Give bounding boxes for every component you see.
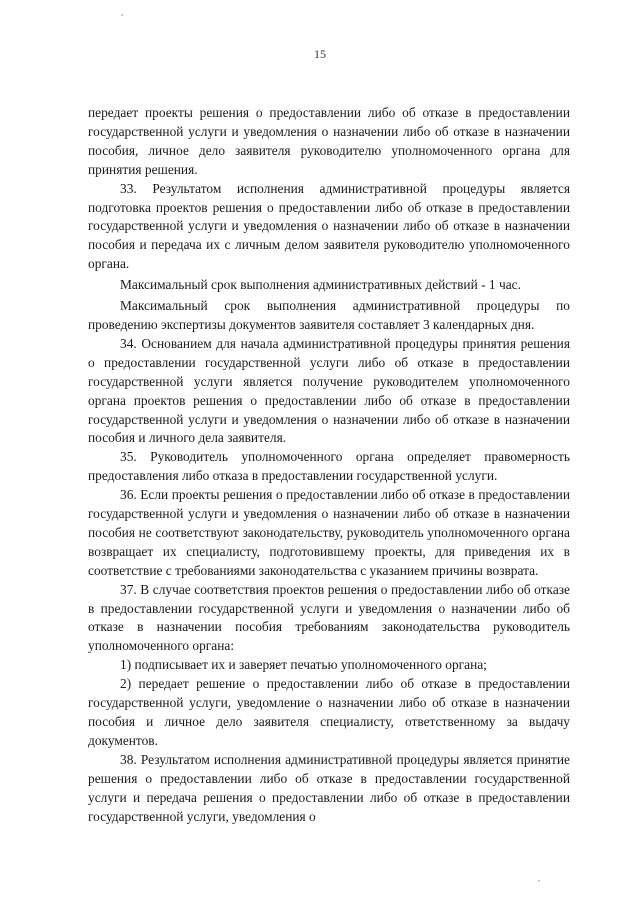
paragraph-33: 33. Результатом исполнения административной процедуры является подготовка проектов решения о предоставлении либо об отказе в предоставлении государственной услуги и уведомления о назначении либо об отказе в назначении пособия и передача их с личным делом заявителя руководителю уполномоченного органа. — [88, 180, 570, 272]
document-body — [88, 104, 570, 826]
paragraph-38: 38. Результатом исполнения административной процедуры является принятие решения о предоставлении либо об отказе в предоставлении государственной услуги и передача решения о предоставлении либо об отказе в предоставлении государственной услуги, уведомления о — [88, 751, 570, 824]
paragraph-max-time: Максимальный срок выполнения административных действий - 1 час. — [120, 277, 521, 293]
paragraph-36: 36. Если проекты решения о предоставлении либо об отказе в предоставлении государственной услуги и уведомления о назначении либо об отказе в назначении пособия не соответствуют законодательству, руководитель уполномоченного органа возвращает их специалисту, подготовившему проекты, для приведения их в соответствие с требованиями законодательства с указанием причины возврата. — [88, 487, 570, 578]
paragraph-37: 37. В случае соответствия проектов решения о предоставлении либо об отказе в предоставлении государственной услуги и уведомления о назначении либо об отказе в назначении пособия требованиям законодательства руководитель уполномоченного органа: — [88, 581, 570, 654]
scan-speck — [538, 880, 540, 882]
list-item-2: 2) передает решение о предоставлении либо об отказе в предоставлении государственной услуги, уведомление о назначении либо об отказе в назначении пособия и личное дело заявителя специалисту, ответственному за выдачу документов. — [88, 676, 570, 748]
paragraph-max-time-expertise: Максимальный срок выполнения административной процедуры по проведению экспертизы документов заявителя составляет 3 календарных дня. — [88, 298, 570, 332]
scan-speck — [121, 14, 123, 16]
paragraph-continuation: передает проекты решения о предоставлении либо об отказе в предоставлении государственной услуги и уведомления о назначении либо об отказе в назначении пособия, личное дело заявителя руководителю уполномоченного органа для принятия решения. — [88, 105, 570, 177]
paragraph-35: 35. Руководитель уполномоченного органа определяет правомерность предоставления либо отказа в предоставлении государственной услуги. — [88, 449, 570, 484]
paragraph-34: 34. Основанием для начала административной процедуры принятия решения о предоставлении государственной услуги либо об отказе в предоставлении государственной услуги является получение руководителем уполномоченного органа проектов решения о предоставлении либо об отказе в предоставлении государственной услуги и уведомления о назначении либо об отказе в назначении пособия и личного дела заявителя. — [88, 335, 570, 446]
list-item-1: 1) подписывает их и заверяет печатью уполномоченного органа; — [120, 657, 487, 673]
page-number: 15 — [314, 47, 326, 61]
